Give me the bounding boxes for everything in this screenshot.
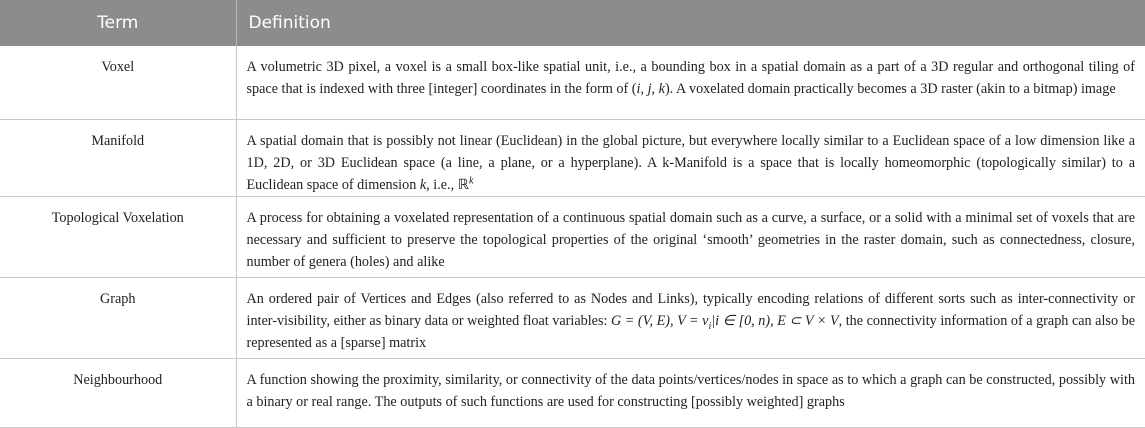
definition-text: , the connectivity information of a graph can also be represented as a [sparse] matrix [246, 313, 1135, 351]
math-symbol: k [419, 177, 427, 193]
term-cell: Graph [0, 278, 236, 359]
definition-cell [236, 120, 1145, 197]
term-cell: Neighbourhood [0, 359, 236, 428]
definition-cell: A process for obtaining a voxelated representation of a continuous spatial domain such as a curve, a surface, or a solid with a minimal set of voxels that are necessary and sufficient to preserve the topological properties of the original ‘smooth’ geometries in the raster domain, such as connectedness, closure, number of genera (holes) and alike [236, 197, 1145, 278]
definition-column-header: Definition [236, 0, 1145, 46]
math-superscript: k [468, 175, 474, 187]
math-symbol: i [636, 81, 641, 97]
table-row [0, 120, 1145, 197]
term-cell: Voxel [0, 46, 236, 120]
term-cell: Topological Voxelation [0, 197, 236, 278]
definition-cell [236, 46, 1145, 120]
table-row [0, 359, 1145, 428]
definition-text: A spatial domain that is possibly not linear (Euclidean) in the global picture, but everywhere locally similar to a Euclidean space of a low dimension like a 1D, 2D, or 3D Euclidean space (a line, a plane, or a hyperplane). A k-Manifold is a space that is locally homeomorphic (topologically similar) to a Euclidean space of dimension [246, 133, 1135, 193]
definition-text: An ordered pair of Vertices and Edges (also referred to as Nodes and Links), typically encoding relations of different sorts such as inter-connectivity or inter-visibility, either as binary data or weighted float variables: [246, 291, 1135, 329]
math-symbol: k [658, 81, 665, 97]
math-subscript: i [708, 320, 712, 332]
math-formula-part: |i ∈ [0, n), E ⊂ V × V [711, 313, 839, 329]
definition-text: ). A voxelated domain practically becomes a 3D raster (akin to a bitmap) image [664, 81, 1116, 97]
header-row [0, 0, 1145, 46]
math-symbol: ℝ [457, 177, 469, 193]
table-row [0, 278, 1145, 359]
definition-text: , i.e., [426, 177, 458, 193]
definition-cell: A function showing the proximity, similarity, or connectivity of the data points/vertices/nodes in space as to which a graph can be constructed, possibly with a binary or real range. The outputs of such functions are used for constructing [possibly weighted] graphs [236, 359, 1145, 428]
term-column-header: Term [0, 0, 236, 46]
definition-cell [236, 278, 1145, 359]
math-formula [610, 313, 839, 332]
table-row [0, 46, 1145, 120]
definition-text: , [640, 81, 648, 97]
term-cell: Manifold [0, 120, 236, 197]
definition-text: , [651, 81, 659, 97]
definition-text: A volumetric 3D pixel, a voxel is a small box-like spatial unit, i.e., a bounding box in a spatial domain as a part of a 3D regular and orthogonal tiling of space that is indexed with three [integer] coordinates in the form of ( [246, 59, 1135, 97]
table-row [0, 197, 1145, 278]
math-symbol: j [647, 81, 652, 97]
math-formula-part: G = (V, E), V = v [610, 313, 709, 329]
